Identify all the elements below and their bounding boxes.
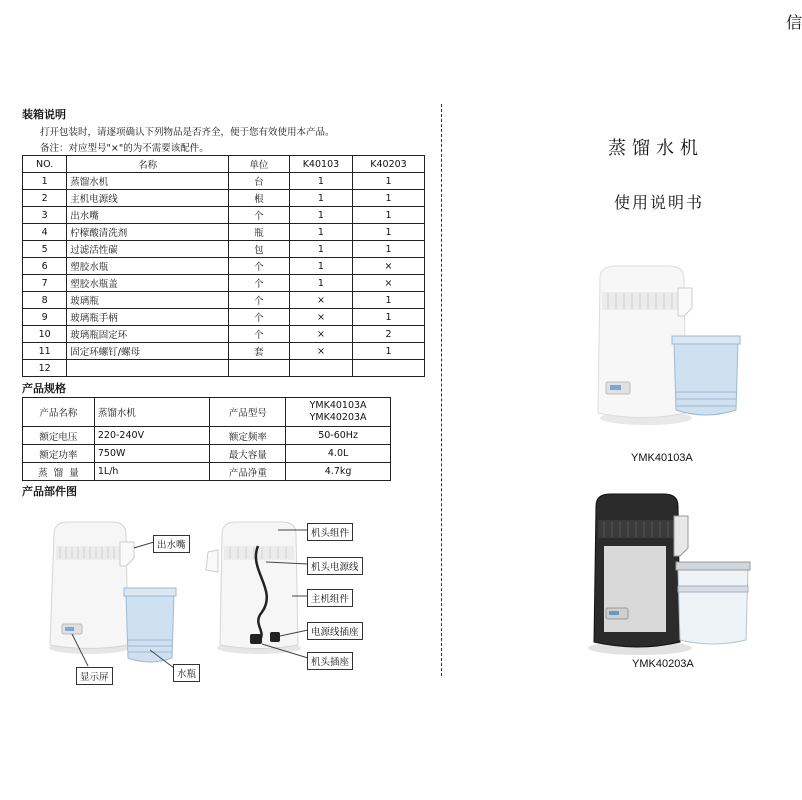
packing-cell <box>352 360 424 377</box>
packing-header-cell: K40103 <box>289 156 352 173</box>
packing-cell: 1 <box>352 241 424 258</box>
model-label-1: YMK40103A <box>631 452 693 464</box>
packing-cell: 10 <box>23 326 67 343</box>
packing-cell: 1 <box>289 258 352 275</box>
packing-table <box>22 155 425 377</box>
packing-cell: 8 <box>23 292 67 309</box>
spec-label: 最大容量 <box>210 445 286 463</box>
spec-label: 额定功率 <box>23 445 95 463</box>
label-head: 机头组件 <box>307 523 353 541</box>
spec-value: 4.7kg <box>286 463 391 481</box>
packing-cell: 过滤活性碳 <box>67 241 229 258</box>
packing-cell: 6 <box>23 258 67 275</box>
packing-cell: 个 <box>228 326 289 343</box>
packing-row <box>23 258 425 275</box>
spec-value: 1L/h <box>94 463 210 481</box>
spec-label: 额定电压 <box>23 427 95 445</box>
spec-row <box>23 427 391 445</box>
label-bottle: 水瓶 <box>173 664 200 682</box>
label-power-socket: 电源线插座 <box>307 622 363 640</box>
packing-note: 备注：对应型号"×"的为不需要该配件。 <box>40 143 209 154</box>
packing-cell: × <box>289 309 352 326</box>
label-body: 主机组件 <box>307 589 353 607</box>
packing-row <box>23 173 425 190</box>
model-a: YMK40103A <box>309 400 367 411</box>
distiller-front-illustration <box>49 522 134 654</box>
model-label-2: YMK40203A <box>632 658 694 670</box>
model-b: YMK40203A <box>309 412 367 423</box>
packing-cell: 5 <box>23 241 67 258</box>
packing-row <box>23 275 425 292</box>
packing-cell <box>67 360 229 377</box>
packing-cell: 1 <box>352 173 424 190</box>
packing-cell: 主机电源线 <box>67 190 229 207</box>
packing-cell: 1 <box>352 207 424 224</box>
packing-cell: × <box>352 258 424 275</box>
packing-cell: × <box>352 275 424 292</box>
spec-label: 产品净重 <box>210 463 286 481</box>
packing-row <box>23 326 425 343</box>
packing-cell: 1 <box>352 309 424 326</box>
packing-cell: 1 <box>289 275 352 292</box>
product-image-black <box>570 490 780 660</box>
packing-cell <box>228 360 289 377</box>
packing-cell: 2 <box>23 190 67 207</box>
spec-heading: 产品规格 <box>22 382 66 395</box>
spec-value: 50-60Hz <box>286 427 391 445</box>
packing-row <box>23 190 425 207</box>
packing-row <box>23 343 425 360</box>
spec-label: 额定频率 <box>210 427 286 445</box>
spec-label: 产品名称 <box>23 398 95 427</box>
spec-row <box>23 398 391 427</box>
packing-cell: 7 <box>23 275 67 292</box>
packing-cell: 台 <box>228 173 289 190</box>
spec-value: 4.0L <box>286 445 391 463</box>
packing-cell: 个 <box>228 275 289 292</box>
spec-row <box>23 445 391 463</box>
page-divider <box>441 104 442 676</box>
packing-cell: 4 <box>23 224 67 241</box>
packing-cell: 1 <box>289 241 352 258</box>
label-spout: 出水嘴 <box>153 535 190 553</box>
packing-cell: 固定环螺钉/螺母 <box>67 343 229 360</box>
packing-row <box>23 360 425 377</box>
packing-cell: 9 <box>23 309 67 326</box>
spec-value: 蒸馏水机 <box>94 398 210 427</box>
packing-header-cell: 单位 <box>228 156 289 173</box>
spec-label: 蒸 馏 量 <box>23 463 95 481</box>
cover-title: 蒸馏水机 <box>608 138 704 159</box>
packing-cell: 1 <box>289 173 352 190</box>
packing-cell: 瓶 <box>228 224 289 241</box>
corner-char: 信 <box>786 13 802 32</box>
packing-cell: 1 <box>289 190 352 207</box>
packing-header-cell: NO. <box>23 156 67 173</box>
cover-subtitle: 使用说明书 <box>614 193 705 212</box>
packing-cell: 个 <box>228 309 289 326</box>
packing-cell <box>289 360 352 377</box>
packing-cell: 出水嘴 <box>67 207 229 224</box>
packing-header-cell: 名称 <box>67 156 229 173</box>
water-bottle-illustration <box>124 588 176 662</box>
spec-value: 750W <box>94 445 210 463</box>
packing-cell: 11 <box>23 343 67 360</box>
parts-heading: 产品部件图 <box>22 485 77 498</box>
parts-diagram <box>22 500 422 690</box>
spec-label: 产品型号 <box>210 398 286 427</box>
packing-row <box>23 207 425 224</box>
packing-cell: 套 <box>228 343 289 360</box>
packing-cell: 塑胶水瓶 <box>67 258 229 275</box>
packing-cell: 根 <box>228 190 289 207</box>
packing-cell: 1 <box>289 224 352 241</box>
spec-value <box>286 398 391 427</box>
packing-cell: × <box>289 292 352 309</box>
packing-cell: 12 <box>23 360 67 377</box>
label-head-cord: 机头电源线 <box>307 557 363 575</box>
packing-cell: 3 <box>23 207 67 224</box>
packing-cell: 1 <box>289 207 352 224</box>
packing-cell: 玻璃瓶固定环 <box>67 326 229 343</box>
packing-cell: 包 <box>228 241 289 258</box>
product-image-white <box>588 258 748 428</box>
spec-table <box>22 397 391 481</box>
packing-header-cell: K40203 <box>352 156 424 173</box>
packing-row <box>23 241 425 258</box>
packing-table-body <box>23 156 425 377</box>
packing-heading: 装箱说明 <box>22 108 66 121</box>
label-display: 显示屏 <box>76 667 113 685</box>
label-head-socket: 机头插座 <box>307 652 353 670</box>
packing-header-row <box>23 156 425 173</box>
packing-cell: 个 <box>228 258 289 275</box>
packing-cell: × <box>289 326 352 343</box>
packing-cell: 1 <box>23 173 67 190</box>
packing-cell: 玻璃瓶手柄 <box>67 309 229 326</box>
packing-cell: 个 <box>228 207 289 224</box>
packing-cell: 1 <box>352 292 424 309</box>
packing-cell: 蒸馏水机 <box>67 173 229 190</box>
packing-cell: × <box>289 343 352 360</box>
packing-row <box>23 292 425 309</box>
packing-cell: 个 <box>228 292 289 309</box>
packing-cell: 1 <box>352 190 424 207</box>
spec-row <box>23 463 391 481</box>
packing-cell: 柠檬酸清洗剂 <box>67 224 229 241</box>
packing-cell: 塑胶水瓶盖 <box>67 275 229 292</box>
packing-cell: 玻璃瓶 <box>67 292 229 309</box>
packing-intro: 打开包装时，请逐项确认下列物品是否齐全，便于您有效使用本产品。 <box>40 127 335 138</box>
packing-cell: 1 <box>352 343 424 360</box>
packing-cell: 1 <box>352 224 424 241</box>
packing-cell: 2 <box>352 326 424 343</box>
leader-spout <box>134 542 154 548</box>
packing-row <box>23 224 425 241</box>
spec-value: 220-240V <box>94 427 210 445</box>
packing-row <box>23 309 425 326</box>
